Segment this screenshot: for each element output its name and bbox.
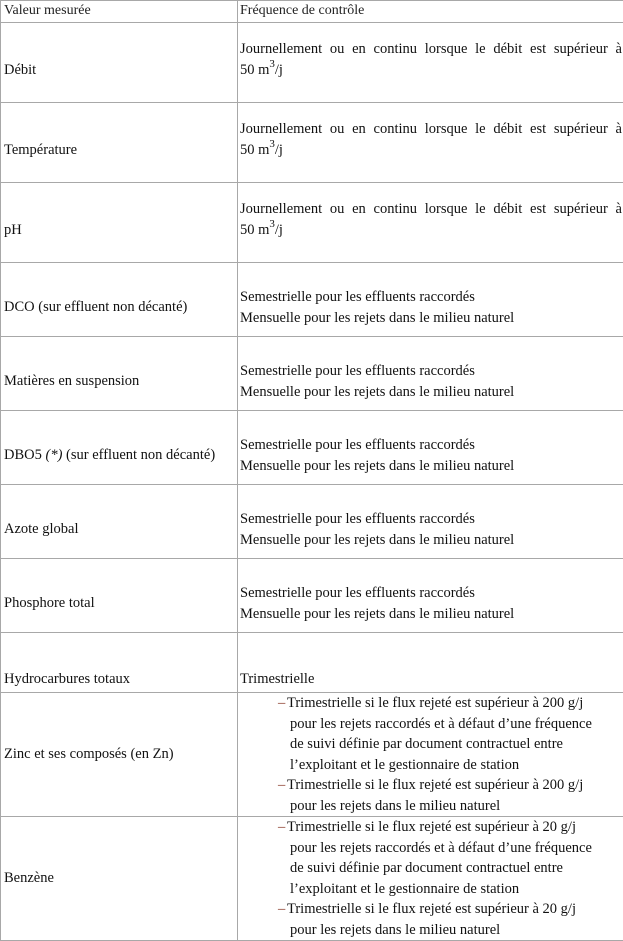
frequency-line: Mensuelle pour les rejets dans le milieu naturel xyxy=(240,382,622,403)
frequency-cell xyxy=(238,559,623,633)
item-line: l’exploitant et le gestionnaire de station xyxy=(290,879,622,900)
measured-value-label: Débit xyxy=(4,62,36,78)
word: les xyxy=(346,511,362,527)
measured-value-cell xyxy=(1,337,238,411)
volume-value: 50 m xyxy=(240,222,269,238)
measured-value-label: Benzène xyxy=(4,870,54,886)
measured-value-cell xyxy=(1,263,238,337)
word: Semestrielle xyxy=(240,437,312,453)
word: raccordés xyxy=(419,437,475,453)
item-line: Trimestrielle si le flux rejeté est supérieur à 200 g/j xyxy=(287,775,622,796)
table-row xyxy=(1,693,623,817)
frequency-line xyxy=(240,140,622,161)
volume-value: 50 m xyxy=(240,142,269,158)
item-line: pour les rejets raccordés et à défaut d’une fréquence xyxy=(290,714,622,735)
table-header-row xyxy=(1,1,623,23)
footnote-marker: (*) xyxy=(46,447,63,463)
word: les xyxy=(346,363,362,379)
word: raccordés xyxy=(419,289,475,305)
dash-bullet-icon: – xyxy=(278,817,285,838)
measured-value-label: pH xyxy=(4,222,22,238)
measured-value-cell xyxy=(1,633,238,693)
measured-value-cell xyxy=(1,817,238,941)
measured-value-cell xyxy=(1,559,238,633)
item-line: de suivi définie par document contractuel entre xyxy=(290,858,622,879)
measured-value-label: Azote global xyxy=(4,521,79,537)
dash-list-item xyxy=(278,899,622,940)
measured-value-label: DCO (sur effluent non décanté) xyxy=(4,299,187,315)
measured-value-label: Phosphore total xyxy=(4,595,95,611)
item-line: pour les rejets dans le milieu naturel xyxy=(290,796,622,817)
dash-bullet-icon: – xyxy=(278,899,285,920)
frequency-line: Mensuelle pour les rejets dans le milieu naturel xyxy=(240,456,622,477)
frequency-line: Journellement ou en continu lorsque le débit est supérieur à xyxy=(240,199,622,220)
item-line: pour les rejets raccordés et à défaut d’une fréquence xyxy=(290,838,622,859)
dash-list-item xyxy=(278,817,622,899)
frequency-dash-list xyxy=(240,817,622,940)
frequency-line-justified xyxy=(240,435,622,456)
word: effluents xyxy=(365,289,415,305)
measured-value-cell xyxy=(1,693,238,817)
measured-value-cell xyxy=(1,485,238,559)
frequency-line: Mensuelle pour les rejets dans le milieu naturel xyxy=(240,308,622,329)
label-prefix: DBO5 xyxy=(4,447,46,463)
measured-value-label: Température xyxy=(4,142,77,158)
frequency-line-justified xyxy=(240,287,622,308)
item-line: Trimestrielle si le flux rejeté est supérieur à 200 g/j xyxy=(287,693,622,714)
word: effluents xyxy=(365,511,415,527)
table-row xyxy=(1,633,623,693)
frequency-line: Journellement ou en continu lorsque le débit est supérieur à xyxy=(240,119,622,140)
exponent: 3 xyxy=(269,58,275,70)
word: les xyxy=(346,289,362,305)
frequency-cell xyxy=(238,263,623,337)
table-row xyxy=(1,263,623,337)
frequency-cell xyxy=(238,337,623,411)
measured-value-cell xyxy=(1,103,238,183)
word: les xyxy=(346,437,362,453)
table-row xyxy=(1,817,623,941)
measured-value-label: Zinc et ses composés (en Zn) xyxy=(4,746,174,762)
table-row xyxy=(1,103,623,183)
dash-bullet-icon: – xyxy=(278,775,285,796)
frequency-cell xyxy=(238,103,623,183)
word: effluents xyxy=(365,437,415,453)
unit-suffix: /j xyxy=(275,62,283,78)
measured-value-cell xyxy=(1,183,238,263)
dash-list-item xyxy=(278,775,622,816)
frequency-dash-list xyxy=(240,693,622,816)
label-suffix: (sur effluent non décanté) xyxy=(62,447,215,463)
frequency-cell xyxy=(238,183,623,263)
frequency-cell xyxy=(238,485,623,559)
frequency-cell xyxy=(238,23,623,103)
table-row xyxy=(1,411,623,485)
word: pour xyxy=(315,585,342,601)
item-line: Trimestrielle si le flux rejeté est supérieur à 20 g/j xyxy=(287,899,622,920)
measured-value-label: Hydrocarbures totaux xyxy=(4,671,130,687)
frequency-cell xyxy=(238,817,623,941)
frequency-cell xyxy=(238,693,623,817)
word: raccordés xyxy=(419,363,475,379)
frequency-text: Trimestrielle xyxy=(240,671,314,687)
header-measured-value: Valeur mesurée xyxy=(1,1,238,23)
table-row xyxy=(1,485,623,559)
frequency-line-justified xyxy=(240,361,622,382)
frequency-line: Journellement ou en continu lorsque le débit est supérieur à xyxy=(240,39,622,60)
unit-suffix: /j xyxy=(275,222,283,238)
table-row xyxy=(1,183,623,263)
word: Semestrielle xyxy=(240,363,312,379)
measured-value-cell xyxy=(1,411,238,485)
item-line: de suivi définie par document contractuel entre xyxy=(290,734,622,755)
table-row xyxy=(1,559,623,633)
measured-value-label xyxy=(4,447,215,463)
word: effluents xyxy=(365,585,415,601)
word: pour xyxy=(315,511,342,527)
frequency-line-justified xyxy=(240,583,622,604)
frequency-line-justified xyxy=(240,509,622,530)
table-row xyxy=(1,23,623,103)
dash-bullet-icon: – xyxy=(278,693,285,714)
word: raccordés xyxy=(419,585,475,601)
word: effluents xyxy=(365,363,415,379)
frequency-cell xyxy=(238,411,623,485)
frequency-line xyxy=(240,60,622,81)
item-line: Trimestrielle si le flux rejeté est supérieur à 20 g/j xyxy=(287,817,622,838)
header-control-frequency: Fréquence de contrôle xyxy=(238,1,623,23)
measured-value-cell xyxy=(1,23,238,103)
volume-value: 50 m xyxy=(240,62,269,78)
frequency-cell xyxy=(238,633,623,693)
table-row xyxy=(1,337,623,411)
word: Semestrielle xyxy=(240,585,312,601)
unit-suffix: /j xyxy=(275,142,283,158)
word: Semestrielle xyxy=(240,289,312,305)
word: pour xyxy=(315,437,342,453)
exponent: 3 xyxy=(269,218,275,230)
frequency-line: Mensuelle pour les rejets dans le milieu naturel xyxy=(240,530,622,551)
word: Semestrielle xyxy=(240,511,312,527)
word: les xyxy=(346,585,362,601)
item-line: l’exploitant et le gestionnaire de station xyxy=(290,755,622,776)
frequency-line xyxy=(240,220,622,241)
word: raccordés xyxy=(419,511,475,527)
dash-list-item xyxy=(278,693,622,775)
frequency-line: Mensuelle pour les rejets dans le milieu naturel xyxy=(240,604,622,625)
word: pour xyxy=(315,289,342,305)
exponent: 3 xyxy=(269,138,275,150)
word: pour xyxy=(315,363,342,379)
item-line: pour les rejets dans le milieu naturel xyxy=(290,920,622,941)
measured-value-label: Matières en suspension xyxy=(4,373,139,389)
